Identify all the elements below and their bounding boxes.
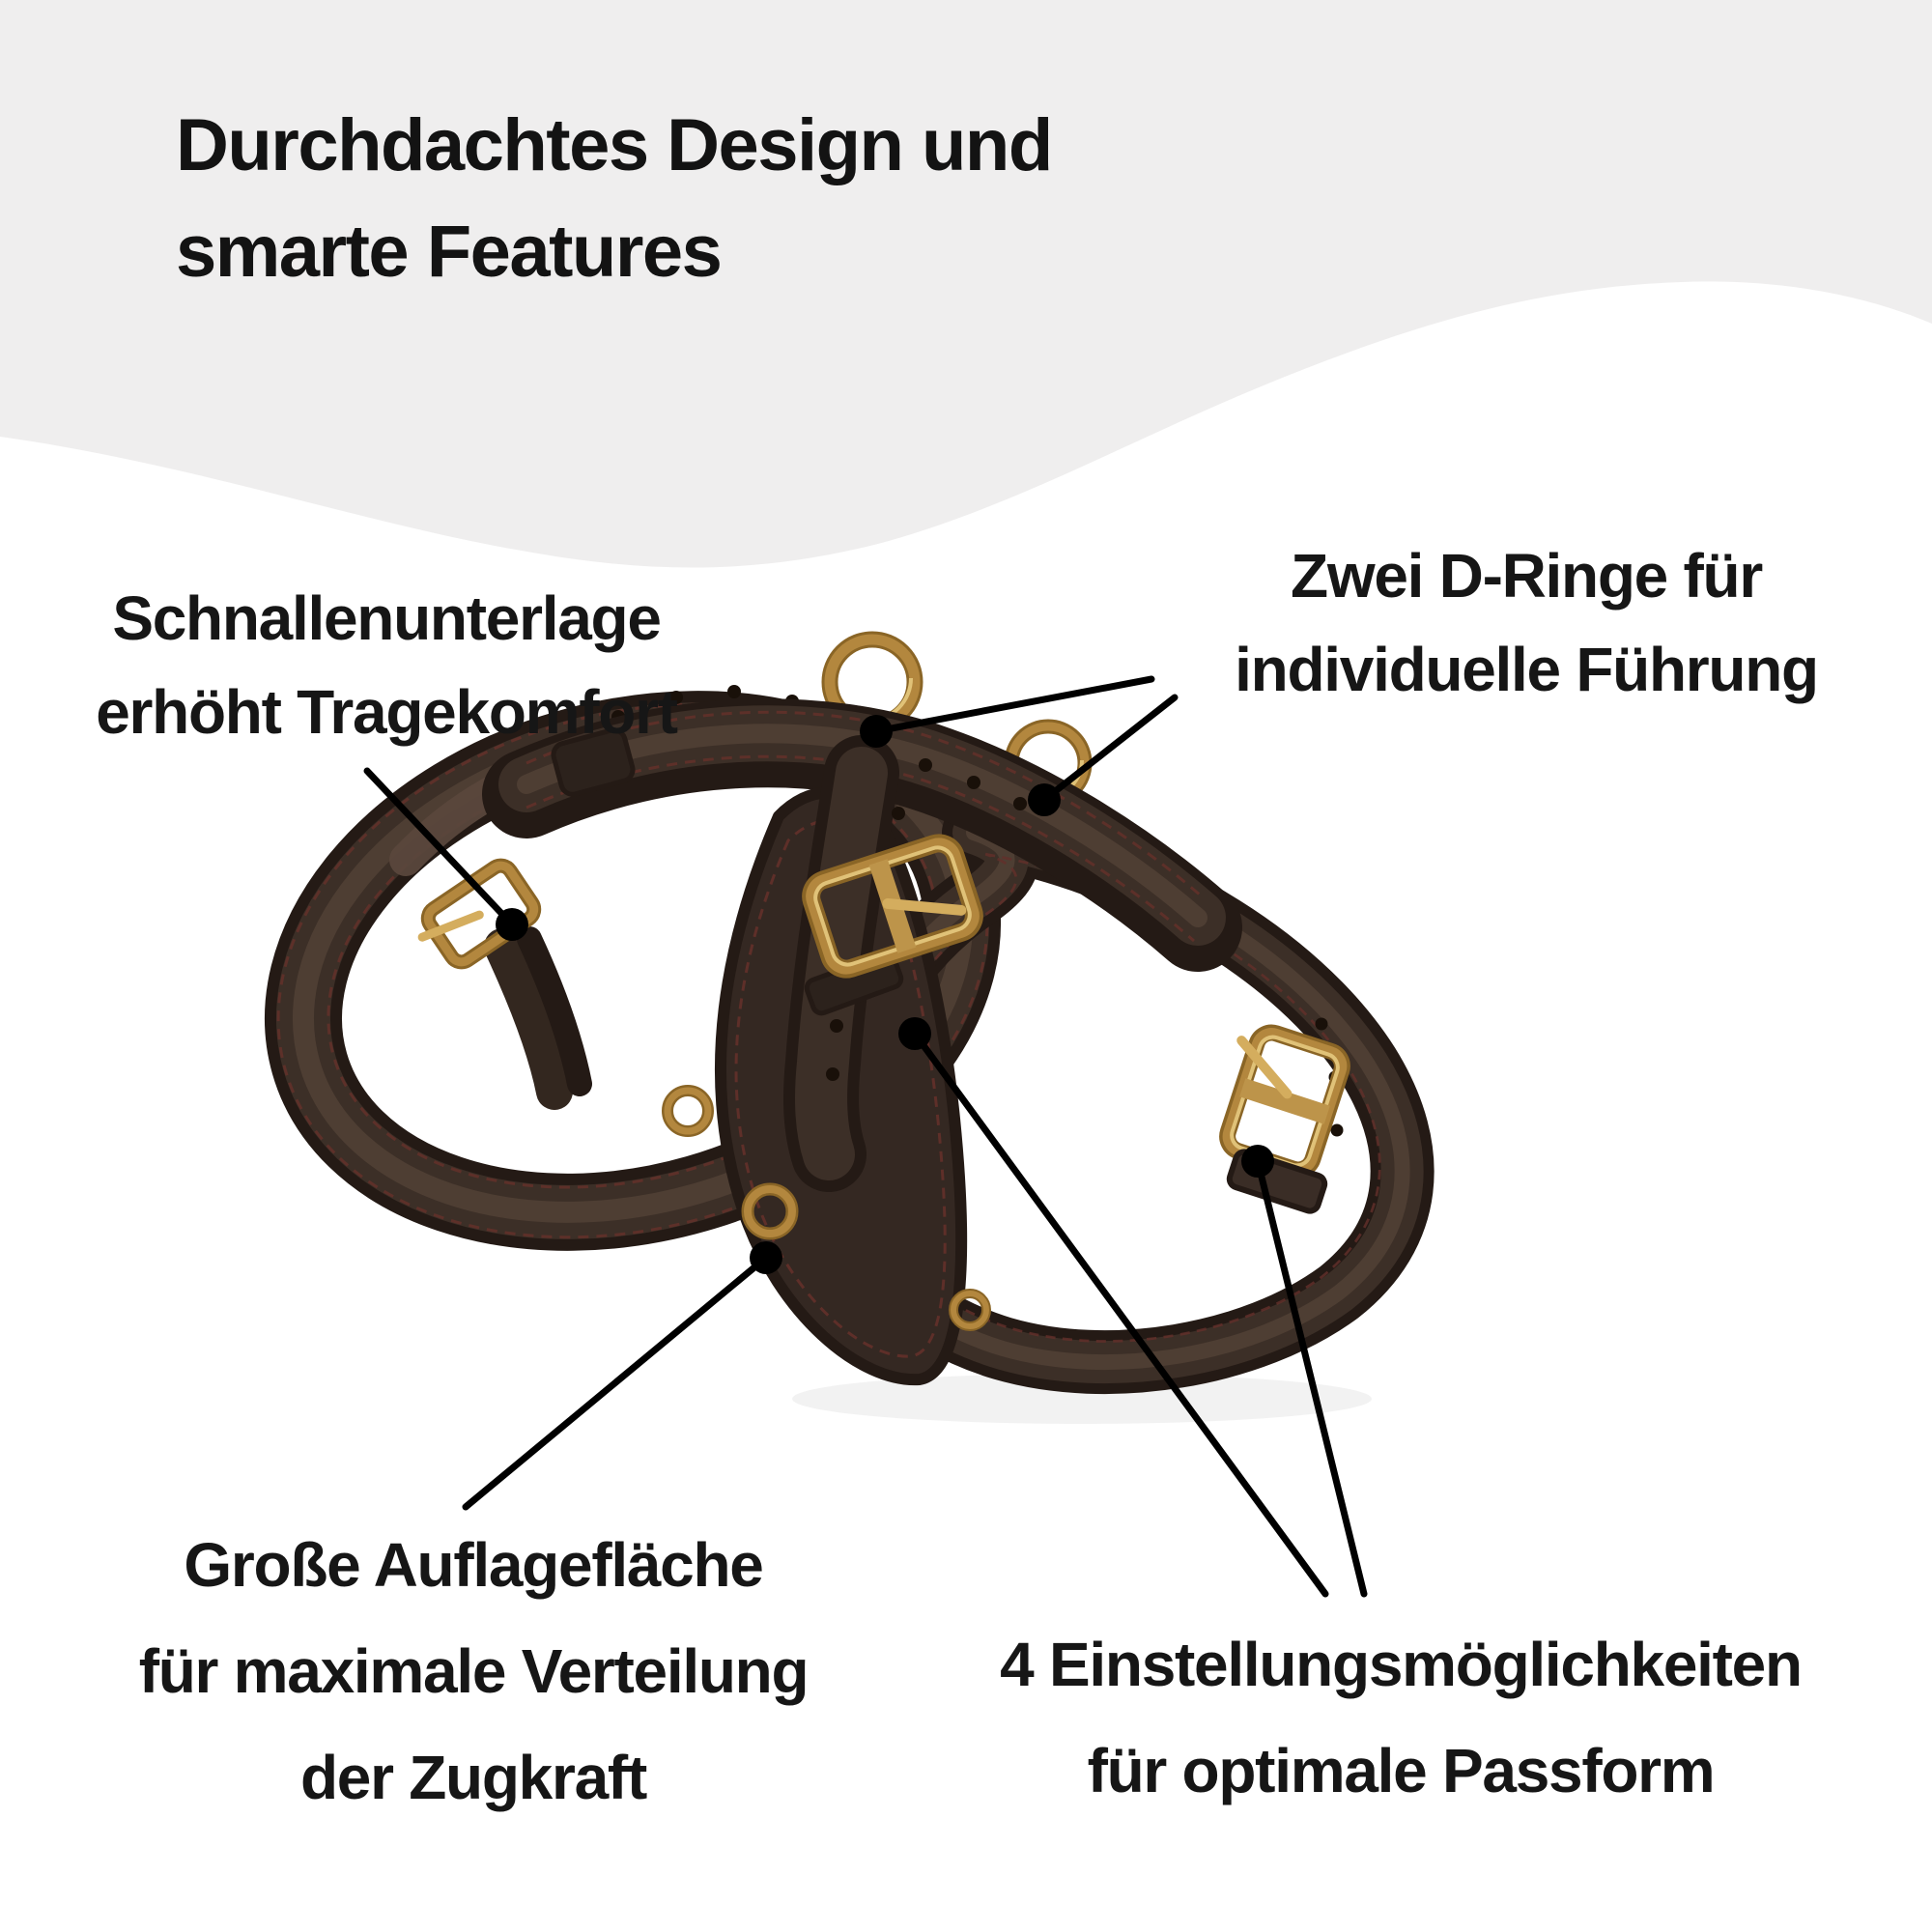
page-title — [176, 93, 1335, 305]
callout-dot-adjuster-side — [1241, 1145, 1274, 1178]
page-title-line2: smarte Features — [176, 211, 722, 293]
label-contact-area — [58, 1512, 889, 1831]
callout-line-chest-plate — [466, 1258, 766, 1507]
callout-dot-d-ring-side — [1028, 783, 1061, 816]
callout-dot-adjuster-front — [898, 1017, 931, 1050]
label-d-rings-line2: individuelle Führung — [1235, 635, 1818, 704]
label-adjustments-line2: für optimale Passform — [1087, 1736, 1715, 1805]
label-buckle-pad-line2: erhöht Tragekomfort — [96, 677, 677, 747]
callout-dot-chest-plate — [750, 1241, 782, 1274]
page-title-line1: Durchdachtes Design und — [176, 104, 1052, 186]
label-contact-area-line1: Große Auflagefläche — [184, 1530, 763, 1600]
label-d-rings — [1135, 529, 1918, 717]
left-buckle-area — [412, 862, 580, 1092]
label-contact-area-line3: der Zugkraft — [299, 1743, 646, 1812]
label-contact-area-line2: für maximale Verteilung — [138, 1636, 809, 1706]
label-buckle-pad-line1: Schnallenunterlage — [112, 583, 661, 653]
label-buckle-pad — [34, 572, 739, 759]
callout-dot-d-ring-top — [860, 715, 893, 748]
label-adjustments — [947, 1611, 1855, 1824]
right-buckle-area — [1208, 1024, 1346, 1213]
callout-dot-buckle-pad — [496, 908, 528, 941]
label-adjustments-line1: 4 Einstellungsmöglichkeiten — [1000, 1630, 1802, 1699]
right-buckle-icon — [1208, 1024, 1346, 1174]
label-d-rings-line1: Zwei D-Ringe für — [1291, 541, 1762, 611]
